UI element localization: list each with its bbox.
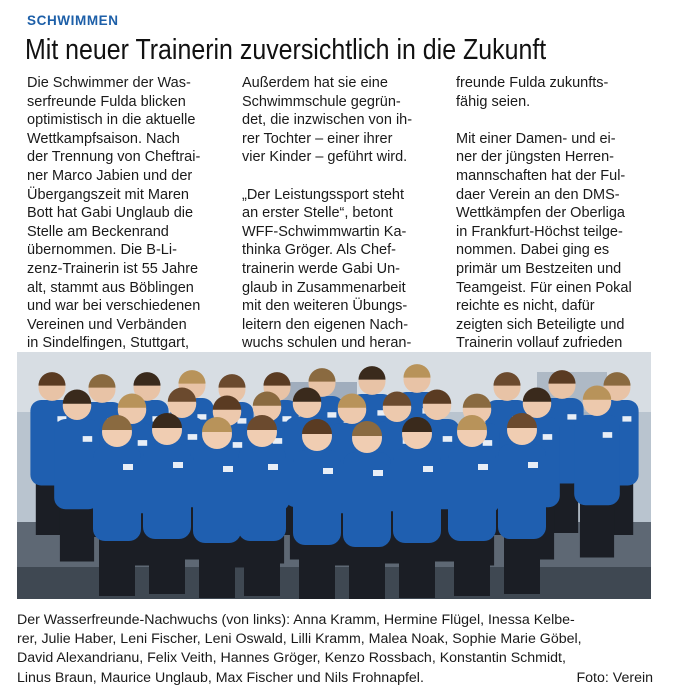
- body-line: WFF-Schwimmwartin Ka-: [242, 223, 407, 240]
- body-line: der Trennung von Cheftrai-: [27, 149, 201, 166]
- body-line: leitern den eigenen Nach-: [242, 316, 409, 333]
- article-headline: Mit neuer Trainerin zuversichtlich in die Zukunft: [25, 34, 547, 66]
- section-kicker: SCHWIMMEN: [27, 13, 119, 28]
- team-photo: [17, 352, 651, 599]
- photo-credit: Foto: Verein: [576, 669, 653, 686]
- body-line: zenz-Trainerin ist 55 Jahre: [27, 260, 199, 277]
- photo-caption: [17, 611, 653, 688]
- body-line: glaub in Zusammenarbeit: [242, 279, 406, 296]
- body-line: wuchs schulen und heran-: [242, 335, 412, 352]
- body-line: daer Verein an den DMS-: [456, 186, 620, 203]
- body-line: Übergangszeit mit Maren: [27, 186, 189, 203]
- body-line: und war bei verschiedenen: [27, 298, 201, 315]
- caption-line: David Alexandrianu, Felix Veith, Hannes Gröger, Kenzo Rossbach, Konstantin Schmidt,: [17, 650, 566, 667]
- body-line: trainerin werde Gabi Un-: [242, 260, 400, 277]
- body-line: Trainerin vollauf zufrieden: [456, 335, 623, 352]
- body-line: Teamgeist. Für einen Pokal: [456, 279, 632, 296]
- body-line: fähig seien.: [456, 93, 531, 110]
- body-line: freunde Fulda zukunfts-: [456, 75, 609, 91]
- body-line: mannschaften hat der Ful-: [456, 167, 626, 184]
- text-column-3: [456, 74, 656, 372]
- body-line: Bott hat Gabi Unglaub die: [27, 205, 194, 222]
- body-line: rer Tochter – einer ihrer: [242, 130, 393, 147]
- body-line: Vereinen und Verbänden: [27, 316, 187, 333]
- text-column-2: [242, 74, 442, 372]
- body-line: nommen. Dabei ging es: [456, 242, 610, 259]
- caption-line: rer, Julie Haber, Leni Fischer, Leni Oswald, Lilli Kramm, Malea Noak, Sophie Marie Göbel,: [17, 631, 582, 648]
- body-line: ner Marco Jabien und der: [27, 167, 193, 184]
- body-line: vier Kinder – geführt wird.: [242, 149, 408, 166]
- body-line: primär um Bestzeiten und: [456, 260, 622, 277]
- body-line: Schwimmschule gegrün-: [242, 93, 401, 110]
- body-line: Wettkampfsaison. Nach: [27, 130, 180, 147]
- body-line: Außerdem hat sie eine: [242, 75, 388, 91]
- caption-line: Linus Braun, Maurice Unglaub, Max Fischer und Nils Frohnapfel. Foto: Verein: [17, 669, 653, 688]
- text-column-1: [27, 74, 227, 372]
- body-line: Mit einer Damen- und ei-: [456, 130, 616, 147]
- body-line: reichte es nicht, dafür: [456, 298, 595, 315]
- body-line: thinka Gröger. Als Chef-: [242, 242, 396, 259]
- body-line: an erster Stelle“, betont: [242, 205, 393, 222]
- body-line: det, die inzwischen von ih-: [242, 112, 413, 129]
- body-line: optimistisch in die aktuelle: [27, 112, 196, 129]
- body-line: mit den weiteren Übungs-: [242, 298, 408, 315]
- body-line: Wettkämpfen der Oberliga: [456, 205, 625, 222]
- body-line: übernommen. Die B-Li-: [27, 242, 177, 259]
- body-line: in Sindelfingen, Stuttgart,: [27, 335, 190, 352]
- body-line: serfreunde Fulda blicken: [27, 93, 186, 110]
- body-line: alt, stammt aus Böblingen: [27, 279, 194, 296]
- caption-line: Der Wasserfreunde-Nachwuchs (von links): Anna Kramm, Hermine Flügel, Inessa Kelbe-: [17, 612, 575, 628]
- body-line: zeigten sich Beteiligte und: [456, 316, 625, 333]
- body-line: ner der jüngsten Herren-: [456, 149, 614, 166]
- body-line: in Frankfurt-Höchst teilge-: [456, 223, 623, 240]
- body-line: Stelle am Beckenrand: [27, 223, 169, 240]
- body-line: Die Schwimmer der Was-: [27, 75, 191, 91]
- article-body: [27, 74, 657, 352]
- body-line: „Der Leistungssport steht: [242, 186, 404, 203]
